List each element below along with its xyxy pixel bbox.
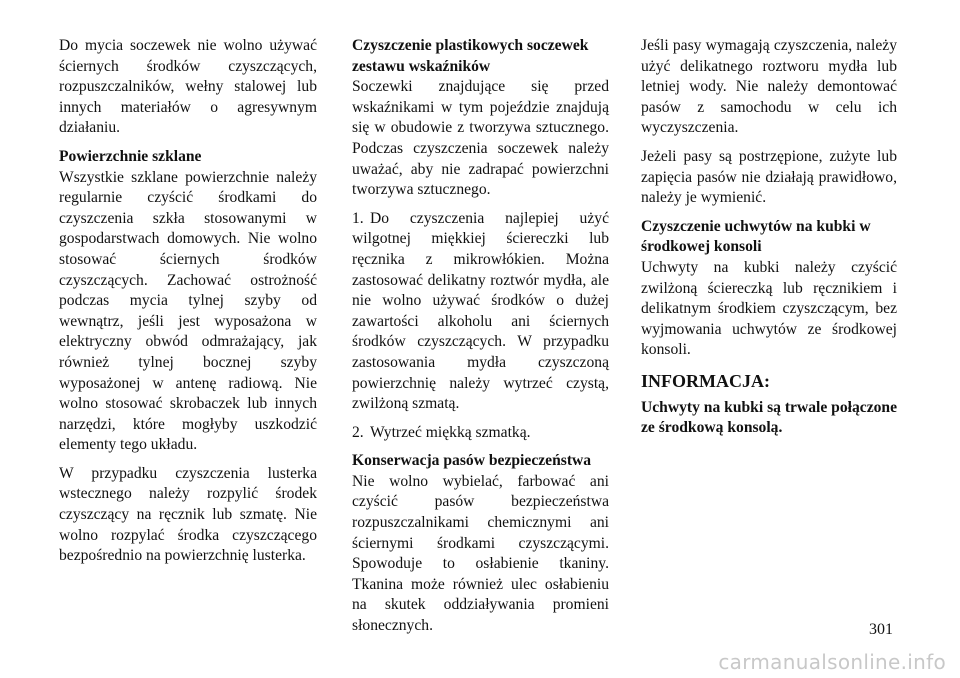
heading-glass-surfaces: Powierzchnie szklane — [59, 147, 202, 165]
paragraph-belt-replacement: Jeżeli pasy są postrzępione, zużyte lub zapięcia pasów nie działają prawidłowo, należy je wymienić. — [641, 147, 897, 207]
step-2 — [352, 423, 609, 444]
heading-instrument-lenses: Czyszczenie plastikowych soczewek zestawu wskaźników — [352, 37, 589, 75]
paragraph-belt-cleaning: Jeśli pasy wymagają czyszczenia, należy użyć delikatnego roztworu mydła lub letniej wody. Nie należy demontować pasów z samochodu w celu ich wyczyszczenia. — [641, 37, 897, 137]
info-heading: INFORMACJA: — [641, 370, 770, 391]
step-2-text: Wytrzeć miękką szmatką. — [370, 423, 531, 441]
page-number: 301 — [869, 621, 893, 638]
text-column-right — [641, 36, 897, 447]
heading-cup-holders: Czyszczenie uchwytów na kubki w środkowej konsoli — [641, 217, 871, 256]
paragraph-seat-belt-maintenance: Nie wolno wybielać, farbować ani czyścić pasów bezpieczeństwa rozpuszczalnikami chemicznymi ani ściernymi środkami czyszczącymi. Spowoduje to osłabienie tkaniny. Tkanina może również ulec osłabieniu na skutek oddziaływania promieni słonecznych. — [352, 472, 609, 635]
paragraph-mirror-cleaning: W przypadku czyszczenia lusterka wstecznego należy rozpylić środek czyszczący na ręcznik lub szmatę. Nie wolno rozpylać środka czyszczącego bezpośrednio na powierzchnię lusterka. — [59, 464, 317, 565]
paragraph-lens-cleaning-warning: Do mycia soczewek nie wolno używać ściernych środków czyszczących, rozpuszczalników, wełny stalowej lub innych materiałów o agresywnym działaniu. — [59, 37, 317, 137]
heading-seat-belt-maintenance: Konserwacja pasów bezpieczeństwa — [352, 452, 592, 470]
step-1-number: 1. — [352, 209, 364, 227]
paragraph-glass-surfaces: Wszystkie szklane powierzchnie należy regularnie czyścić środkami do czyszczenia szkła stosowanymi w gospodarstwach domowych. Nie wolno stosować ściernych środków czyszczących. Zachować ostrożność podczas mycia tylnej szyby od wewnątrz, jeśli jest wyposażona w elektryczny obwód odmrażający, jak również tylnej bocznej szyby wyposażonej w antenę radiową. Nie wolno stosować skrobaczek lub innych narzędzi, które mogłyby uszkodzić elementy tego układu. — [59, 168, 317, 454]
paragraph-cup-holders: Uchwyty na kubki należy czyścić zwilżoną ściereczką lub ręcznikiem i delikatnym środkiem czyszczącym, bez wyjmowania uchwytów ze środkowej konsoli. — [641, 258, 897, 359]
watermark: carmanualsonline.info — [718, 650, 946, 674]
step-1 — [352, 209, 609, 415]
info-note: Uchwyty na kubki są trwale połączone ze środkową konsolą. — [641, 398, 898, 437]
text-column-left — [59, 36, 317, 575]
step-2-number: 2. — [352, 423, 364, 441]
text-column-middle — [352, 36, 609, 645]
paragraph-instrument-lenses: Soczewki znajdujące się przed wskaźnikami w tym pojeździe znajdują się w obudowie z tworzywa sztucznego. Podczas czyszczenia soczewek należy uważać, aby nie zadrapać powierzchni tworzywa sztucznego. — [352, 78, 609, 199]
step-1-text: Do czyszczenia najlepiej użyć wilgotnej miękkiej ściereczki lub ręcznika z mikrowłókien. Można zastosować delikatny roztwór mydła, ale nie wolno używać środków o dużej zawartości alkoholu ani ściernych środków czyszczących. W przypadku zastosowania mydła czyszczoną powierzchnię należy wytrzeć czystą, zwilżoną szmatą. — [352, 209, 609, 413]
